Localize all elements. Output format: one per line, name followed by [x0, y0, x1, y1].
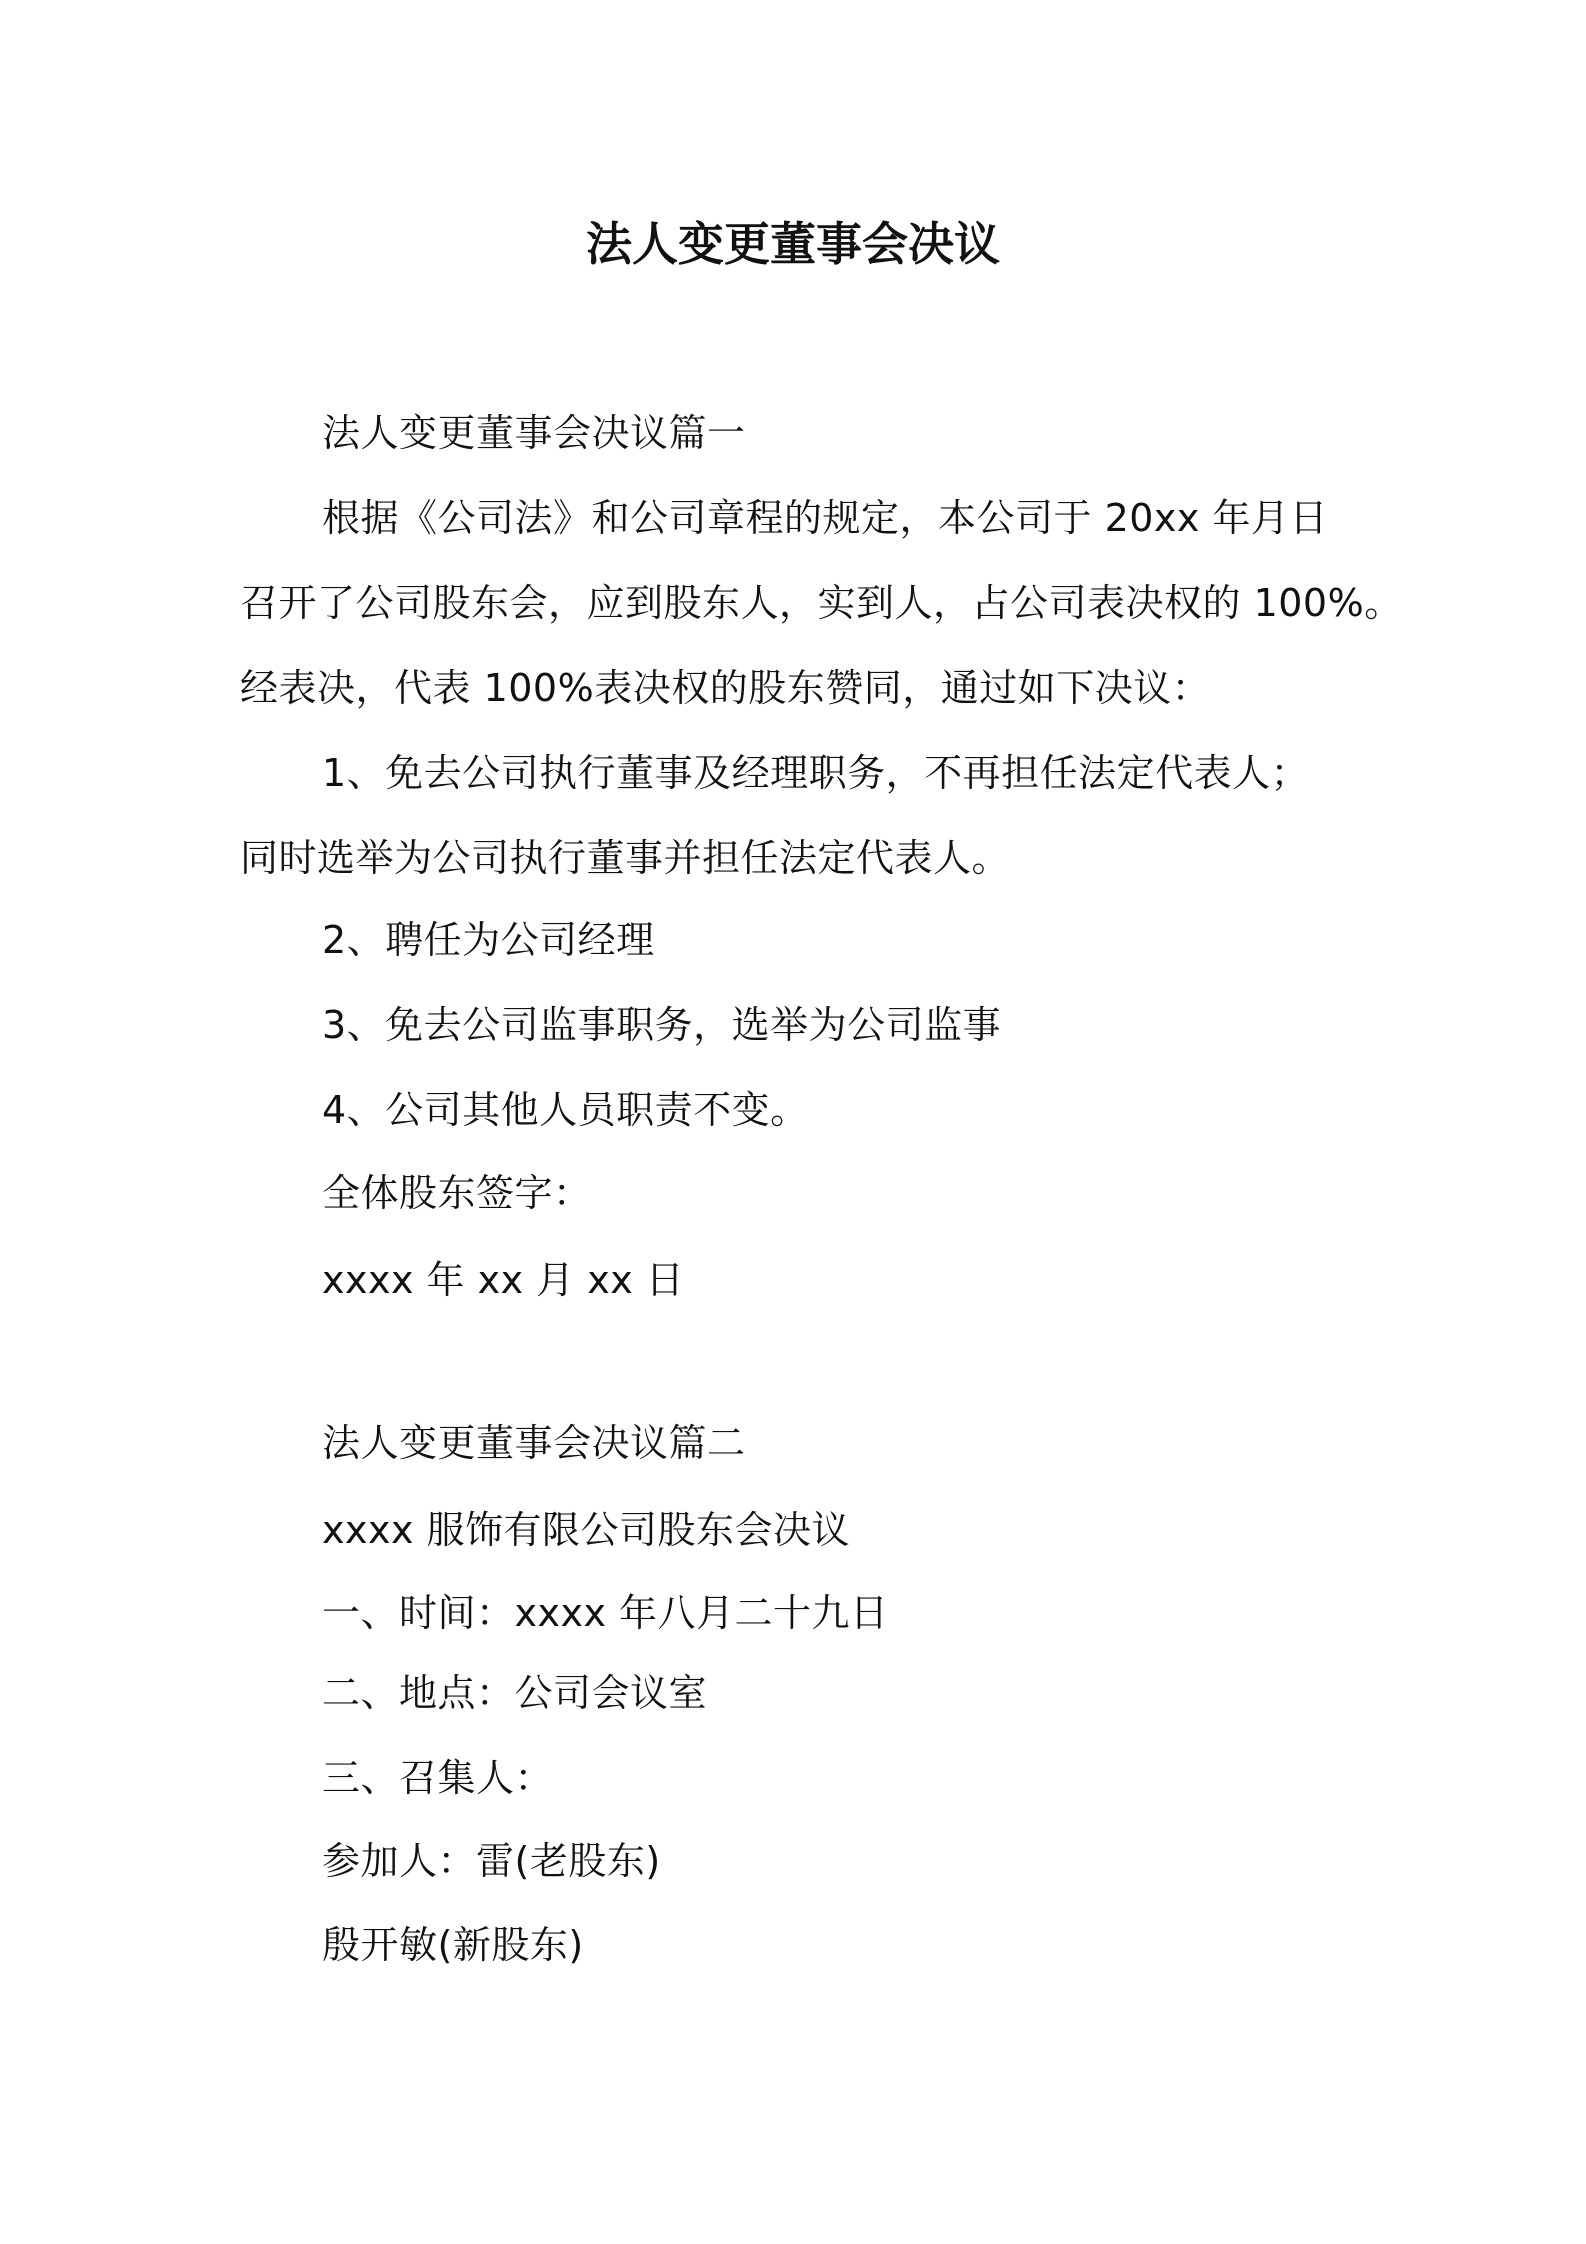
resolution-item-1-line-2: 同时选举为公司执行董事并担任法定代表人。 — [240, 836, 1011, 880]
meeting-convener: 三、召集人： — [322, 1756, 554, 1800]
section-one-paragraph-line-2: 召开了公司股东会，应到股东人，实到人，占公司表决权的 100%。 — [240, 581, 1403, 625]
resolution-item-3: 3、免去公司监事职务，选举为公司监事 — [322, 1003, 1002, 1047]
company-resolution-title: xxxx 服饰有限公司股东会决议 — [322, 1508, 851, 1552]
signature-date: xxxx 年 xx 月 xx 日 — [322, 1258, 685, 1302]
meeting-time: 一、时间：xxxx 年八月二十九日 — [322, 1591, 889, 1635]
section-one-heading: 法人变更董事会决议篇一 — [322, 411, 746, 455]
section-two-heading: 法人变更董事会决议篇二 — [322, 1421, 746, 1465]
resolution-item-4: 4、公司其他人员职责不变。 — [322, 1088, 809, 1132]
participant-1: 参加人：雷(老股东) — [322, 1839, 661, 1883]
meeting-place: 二、地点：公司会议室 — [322, 1671, 708, 1715]
section-one-paragraph-line-3: 经表决，代表 100%表决权的股东赞同，通过如下决议： — [240, 666, 1211, 710]
resolution-item-2: 2、聘任为公司经理 — [322, 918, 655, 962]
signature-label: 全体股东签字： — [322, 1171, 592, 1215]
section-one-paragraph-line-1: 根据《公司法》和公司章程的规定，本公司于 20xx 年月日 — [322, 496, 1328, 540]
resolution-item-1-line-1: 1、免去公司执行董事及经理职务，不再担任法定代表人； — [322, 751, 1310, 795]
participant-2: 殷开敏(新股东) — [322, 1923, 584, 1967]
document-title: 法人变更董事会决议 — [586, 217, 1000, 271]
